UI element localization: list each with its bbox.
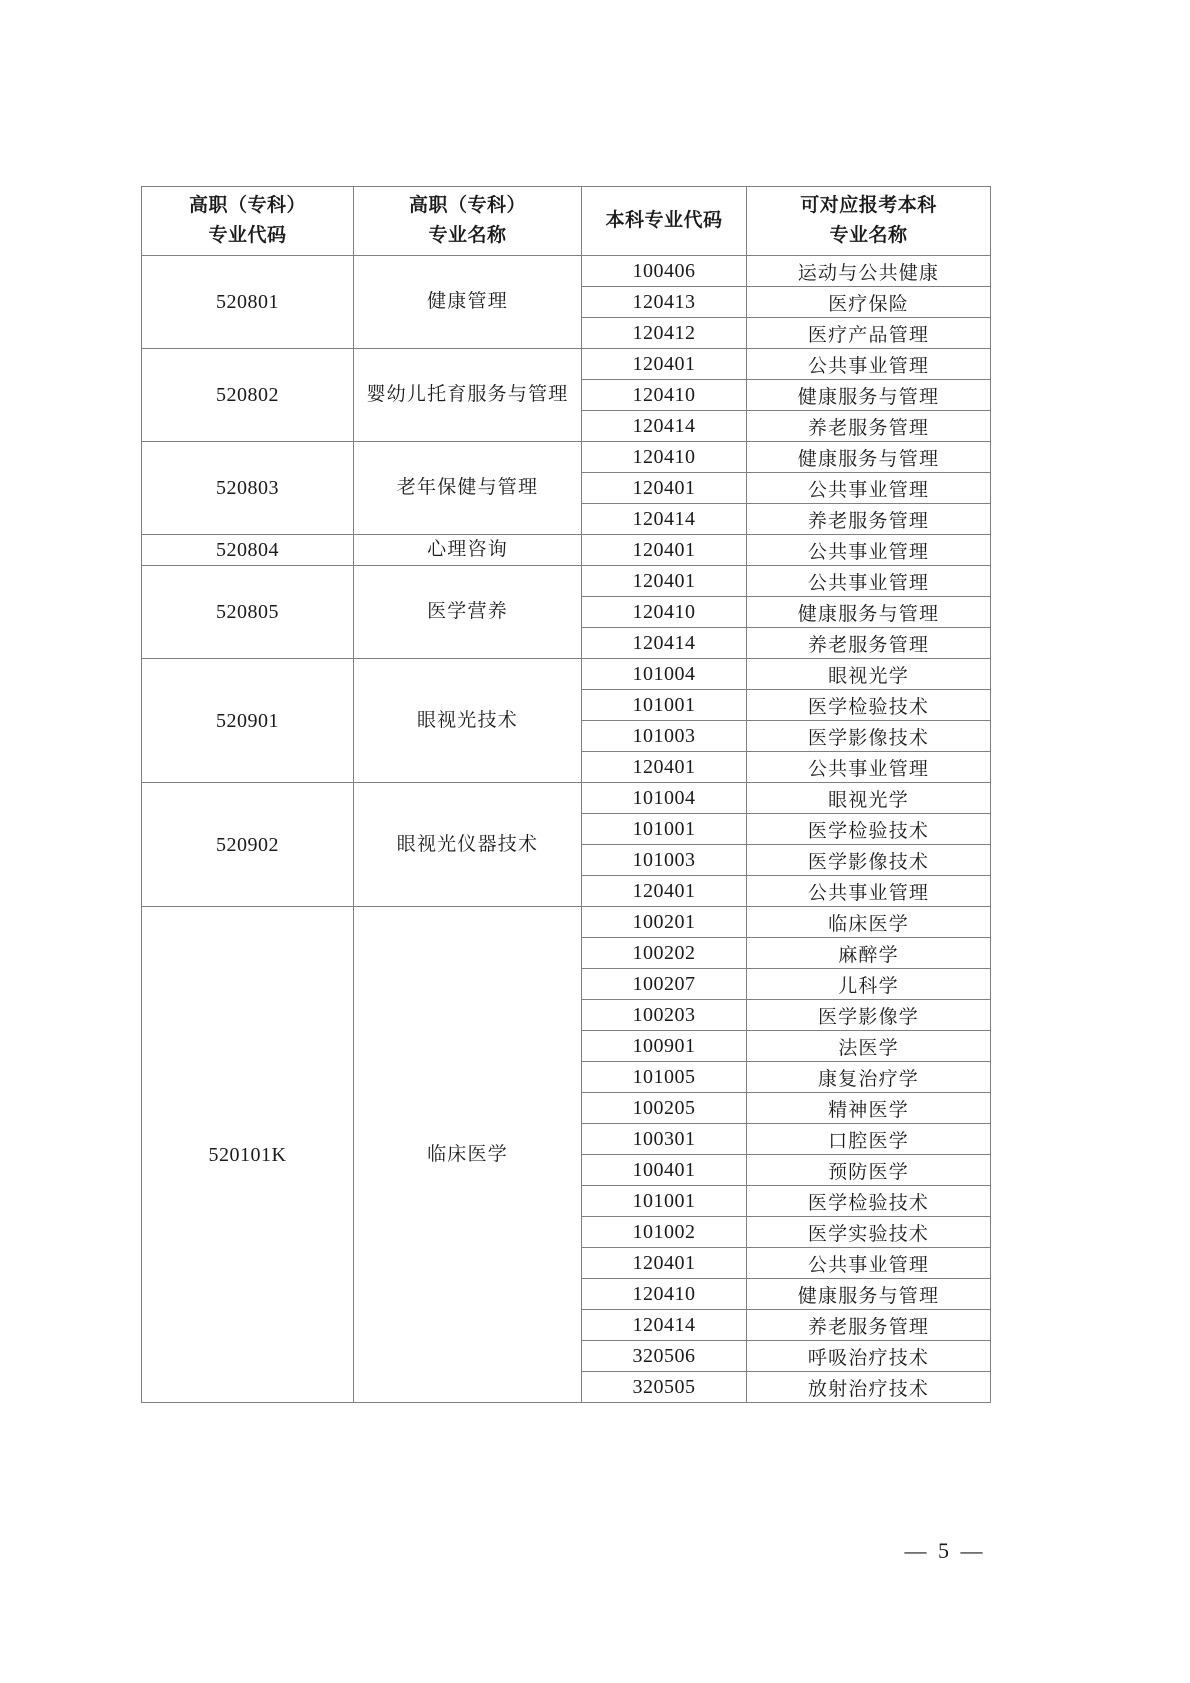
benke-name-cell: 预防医学 <box>747 1155 991 1186</box>
table-row <box>142 442 991 473</box>
zhuanke-name-cell: 老年保健与管理 <box>354 442 582 535</box>
benke-code-cell: 120413 <box>582 287 747 318</box>
benke-code-cell: 100301 <box>582 1124 747 1155</box>
table-row <box>142 349 991 380</box>
benke-name-cell: 公共事业管理 <box>747 752 991 783</box>
benke-name-cell: 健康服务与管理 <box>747 597 991 628</box>
benke-name-cell: 医学实验技术 <box>747 1217 991 1248</box>
column-header-zhuanke-name-line1: 高职（专科） <box>408 195 526 216</box>
benke-code-cell: 120401 <box>582 349 747 380</box>
column-header-zhuanke-name-line2: 专业名称 <box>428 225 507 246</box>
zhuanke-name-cell: 心理咨询 <box>354 535 582 566</box>
benke-code-cell: 120401 <box>582 752 747 783</box>
benke-name-cell: 口腔医学 <box>747 1124 991 1155</box>
benke-code-cell: 101001 <box>582 814 747 845</box>
zhuanke-code-cell: 520803 <box>142 442 354 535</box>
benke-name-cell: 公共事业管理 <box>747 473 991 504</box>
benke-name-cell: 眼视光学 <box>747 659 991 690</box>
benke-name-cell: 健康服务与管理 <box>747 1279 991 1310</box>
zhuanke-code-cell: 520801 <box>142 256 354 349</box>
benke-code-cell: 320505 <box>582 1372 747 1403</box>
benke-name-cell: 医疗产品管理 <box>747 318 991 349</box>
benke-name-cell: 医疗保险 <box>747 287 991 318</box>
benke-code-cell: 320506 <box>582 1341 747 1372</box>
benke-code-cell: 120412 <box>582 318 747 349</box>
column-header-zhuanke-code <box>142 187 354 256</box>
benke-code-cell: 101001 <box>582 690 747 721</box>
benke-code-cell: 120410 <box>582 442 747 473</box>
benke-name-cell: 医学影像技术 <box>747 845 991 876</box>
benke-name-cell: 临床医学 <box>747 907 991 938</box>
zhuanke-name-cell: 临床医学 <box>354 907 582 1403</box>
benke-name-cell: 养老服务管理 <box>747 504 991 535</box>
benke-code-cell: 120410 <box>582 380 747 411</box>
benke-name-cell: 医学检验技术 <box>747 690 991 721</box>
benke-name-cell: 公共事业管理 <box>747 349 991 380</box>
benke-name-cell: 健康服务与管理 <box>747 380 991 411</box>
benke-name-cell: 呼吸治疗技术 <box>747 1341 991 1372</box>
benke-name-cell: 公共事业管理 <box>747 535 991 566</box>
benke-code-cell: 100203 <box>582 1000 747 1031</box>
benke-code-cell: 100207 <box>582 969 747 1000</box>
zhuanke-name-cell: 健康管理 <box>354 256 582 349</box>
benke-code-cell: 120414 <box>582 628 747 659</box>
benke-name-cell: 放射治疗技术 <box>747 1372 991 1403</box>
benke-name-cell: 儿科学 <box>747 969 991 1000</box>
column-header-zhuanke-code-line2: 专业代码 <box>208 225 287 246</box>
benke-name-cell: 养老服务管理 <box>747 628 991 659</box>
benke-code-cell: 120410 <box>582 597 747 628</box>
zhuanke-code-cell: 520902 <box>142 783 354 907</box>
table-row <box>142 907 991 938</box>
major-correspondence-table <box>141 186 991 1403</box>
benke-code-cell: 100205 <box>582 1093 747 1124</box>
benke-code-cell: 100401 <box>582 1155 747 1186</box>
zhuanke-name-cell: 婴幼儿托育服务与管理 <box>354 349 582 442</box>
column-header-benke-name-line1: 可对应报考本科 <box>800 195 937 216</box>
benke-name-cell: 法医学 <box>747 1031 991 1062</box>
benke-name-cell: 公共事业管理 <box>747 566 991 597</box>
benke-name-cell: 医学检验技术 <box>747 1186 991 1217</box>
column-header-benke-code <box>582 187 747 256</box>
benke-code-cell: 100202 <box>582 938 747 969</box>
table-row <box>142 256 991 287</box>
table-body <box>142 256 991 1403</box>
table-row <box>142 535 991 566</box>
benke-name-cell: 眼视光学 <box>747 783 991 814</box>
column-header-benke-name <box>747 187 991 256</box>
benke-code-cell: 101004 <box>582 783 747 814</box>
benke-name-cell: 麻醉学 <box>747 938 991 969</box>
table-row <box>142 566 991 597</box>
zhuanke-code-cell: 520802 <box>142 349 354 442</box>
benke-code-cell: 100406 <box>582 256 747 287</box>
benke-name-cell: 运动与公共健康 <box>747 256 991 287</box>
zhuanke-name-cell: 眼视光仪器技术 <box>354 783 582 907</box>
table-header-row <box>142 187 991 256</box>
benke-name-cell: 医学影像技术 <box>747 721 991 752</box>
benke-code-cell: 120414 <box>582 504 747 535</box>
table-row <box>142 659 991 690</box>
major-correspondence-table-wrapper <box>141 186 990 1403</box>
benke-code-cell: 120401 <box>582 473 747 504</box>
benke-name-cell: 健康服务与管理 <box>747 442 991 473</box>
benke-name-cell: 公共事业管理 <box>747 876 991 907</box>
benke-code-cell: 101001 <box>582 1186 747 1217</box>
benke-code-cell: 120401 <box>582 566 747 597</box>
column-header-zhuanke-name <box>354 187 582 256</box>
page-number: — 5 — <box>904 1538 986 1563</box>
benke-code-cell: 120414 <box>582 411 747 442</box>
benke-name-cell: 精神医学 <box>747 1093 991 1124</box>
page-footer <box>0 1538 1190 1564</box>
table-row <box>142 783 991 814</box>
benke-name-cell: 医学影像学 <box>747 1000 991 1031</box>
benke-code-cell: 101005 <box>582 1062 747 1093</box>
benke-code-cell: 101003 <box>582 845 747 876</box>
benke-code-cell: 100901 <box>582 1031 747 1062</box>
zhuanke-name-cell: 眼视光技术 <box>354 659 582 783</box>
column-header-zhuanke-code-line1: 高职（专科） <box>188 195 306 216</box>
benke-name-cell: 养老服务管理 <box>747 411 991 442</box>
benke-code-cell: 120401 <box>582 1248 747 1279</box>
zhuanke-code-cell: 520805 <box>142 566 354 659</box>
benke-code-cell: 101004 <box>582 659 747 690</box>
benke-code-cell: 120414 <box>582 1310 747 1341</box>
benke-code-cell: 120401 <box>582 535 747 566</box>
benke-code-cell: 101002 <box>582 1217 747 1248</box>
zhuanke-name-cell: 医学营养 <box>354 566 582 659</box>
zhuanke-code-cell: 520804 <box>142 535 354 566</box>
benke-name-cell: 康复治疗学 <box>747 1062 991 1093</box>
benke-code-cell: 120401 <box>582 876 747 907</box>
benke-name-cell: 医学检验技术 <box>747 814 991 845</box>
benke-name-cell: 养老服务管理 <box>747 1310 991 1341</box>
benke-code-cell: 100201 <box>582 907 747 938</box>
benke-code-cell: 120410 <box>582 1279 747 1310</box>
zhuanke-code-cell: 520901 <box>142 659 354 783</box>
benke-name-cell: 公共事业管理 <box>747 1248 991 1279</box>
column-header-benke-code-line1: 本科专业代码 <box>605 210 723 231</box>
table-header <box>142 187 991 256</box>
column-header-benke-name-line2: 专业名称 <box>829 225 908 246</box>
zhuanke-code-cell: 520101K <box>142 907 354 1403</box>
benke-code-cell: 101003 <box>582 721 747 752</box>
